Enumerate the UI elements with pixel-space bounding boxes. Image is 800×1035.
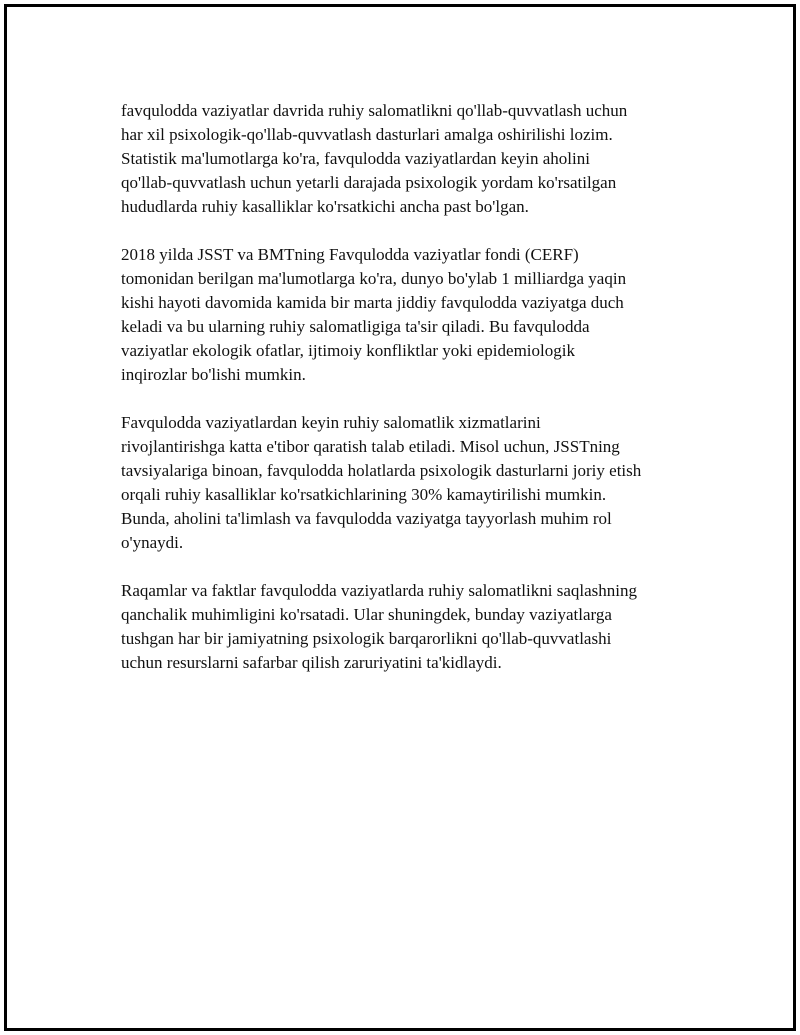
text-line: tavsiyalariga binoan, favqulodda holatlarda psixologik dasturlarni joriy etish bbox=[121, 461, 642, 480]
text-line: tomonidan berilgan ma'lumotlarga ko'ra, dunyo bo'ylab 1 milliardga yaqin bbox=[121, 269, 627, 288]
text-line: inqirozlar bo'lishi mumkin. bbox=[121, 365, 306, 384]
text-line: Raqamlar va faktlar favqulodda vaziyatlarda ruhiy salomatlikni saqlashning bbox=[121, 581, 637, 600]
text-line: rivojlantirishga katta e'tibor qaratish talab etiladi. Misol uchun, JSSTning bbox=[121, 437, 620, 456]
text-line: vaziyatlar ekologik ofatlar, ijtimoiy konfliktlar yoki epidemiologik bbox=[121, 341, 575, 360]
text-line: Bunda, aholini ta'limlash va favqulodda vaziyatga tayyorlash muhim rol bbox=[121, 509, 612, 528]
text-line: favqulodda vaziyatlar davrida ruhiy salomatlikni qo'llab-quvvatlash uchun bbox=[121, 101, 628, 120]
text-line: o'ynaydi. bbox=[121, 533, 184, 552]
paragraph-1 bbox=[121, 99, 701, 219]
text-line: Statistik ma'lumotlarga ko'ra, favqulodda vaziyatlardan keyin aholini bbox=[121, 149, 590, 168]
paragraph-3 bbox=[121, 411, 701, 555]
text-line: kishi hayoti davomida kamida bir marta jiddiy favqulodda vaziyatga duch bbox=[121, 293, 624, 312]
paragraph-2 bbox=[121, 243, 701, 387]
text-line: uchun resurslarni safarbar qilish zaruriyatini ta'kidlaydi. bbox=[121, 653, 502, 672]
text-line: qanchalik muhimligini ko'rsatadi. Ular shuningdek, bunday vaziyatlarga bbox=[121, 605, 612, 624]
document-body bbox=[121, 99, 701, 699]
paragraph-4 bbox=[121, 579, 701, 675]
text-line: orqali ruhiy kasalliklar ko'rsatkichlarining 30% kamaytirilishi mumkin. bbox=[121, 485, 607, 504]
text-line: Favqulodda vaziyatlardan keyin ruhiy salomatlik xizmatlarini bbox=[121, 413, 541, 432]
text-line: hududlarda ruhiy kasalliklar ko'rsatkichi ancha past bo'lgan. bbox=[121, 197, 529, 216]
page-frame bbox=[4, 4, 796, 1031]
text-line: 2018 yilda JSST va BMTning Favqulodda vaziyatlar fondi (CERF) bbox=[121, 245, 579, 264]
text-line: har xil psixologik-qo'llab-quvvatlash dasturlari amalga oshirilishi lozim. bbox=[121, 125, 613, 144]
text-line: keladi va bu ularning ruhiy salomatligiga ta'sir qiladi. Bu favqulodda bbox=[121, 317, 590, 336]
text-line: qo'llab-quvvatlash uchun yetarli darajada psixologik yordam ko'rsatilgan bbox=[121, 173, 617, 192]
text-line: tushgan har bir jamiyatning psixologik barqarorlikni qo'llab-quvvatlashi bbox=[121, 629, 612, 648]
